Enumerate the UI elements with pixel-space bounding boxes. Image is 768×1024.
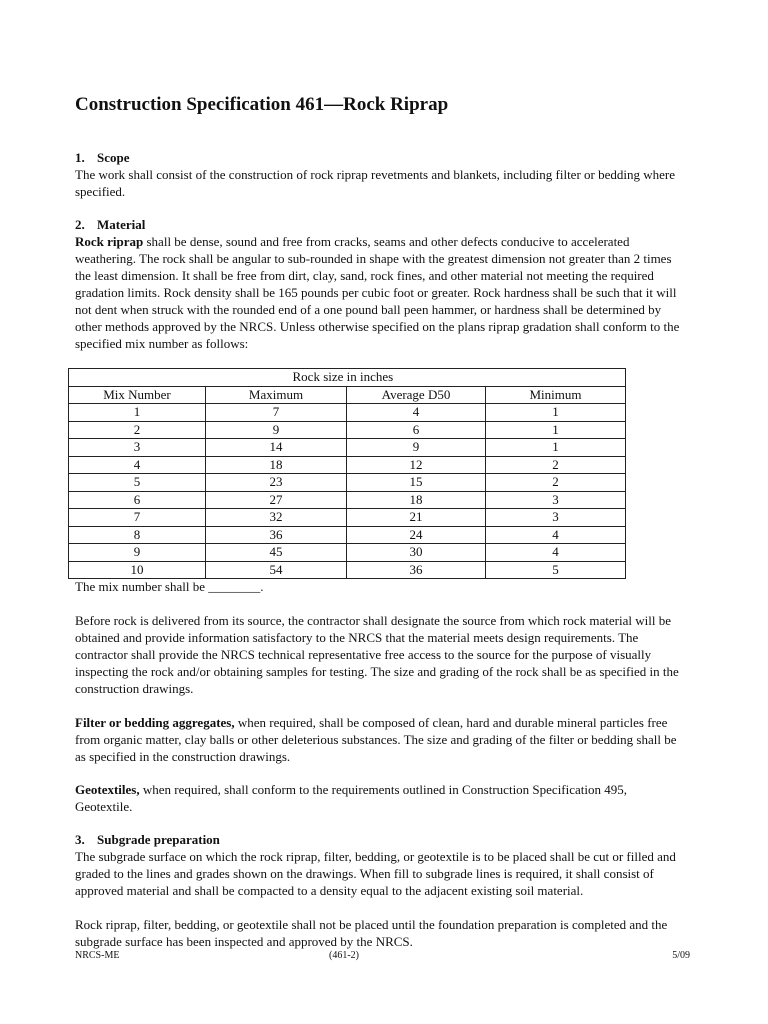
column-header: Average D50	[347, 386, 486, 404]
subgrade-paragraph-2: Rock riprap, filter, bedding, or geotextile shall not be placed until the foundation preparation is completed and the subgrade surface has been inspected and approved by the NRCS.	[75, 917, 668, 949]
source-paragraph: Before rock is delivered from its source, the contractor shall designate the source from which rock material will be obtained and provide information satisfactory to the NRCS that the material meets design requirements. The contractor shall provide the NRCS technical representative free access to the source for the purpose of visually inspecting the rock and/or obtaining samples for testing. The size and grading of the rock shall be as specified in the construction drawings.	[75, 613, 679, 696]
table-cell: 12	[347, 456, 486, 474]
geotextiles-lead-term: Geotextiles,	[75, 782, 140, 797]
table-row	[69, 491, 626, 509]
table-cell: 36	[206, 526, 347, 544]
table-cell: 4	[347, 404, 486, 422]
table-cell: 9	[206, 421, 347, 439]
table-row	[69, 421, 626, 439]
section-title: Scope	[97, 150, 130, 165]
section-heading-material	[75, 216, 687, 233]
material-paragraph	[75, 233, 687, 352]
table-row	[69, 526, 626, 544]
table-cell: 1	[486, 439, 626, 457]
table-cell: 5	[486, 561, 626, 579]
section-title: Subgrade preparation	[97, 832, 220, 847]
table-cell: 4	[486, 526, 626, 544]
table-row	[69, 561, 626, 579]
footer-agency: NRCS-ME	[75, 950, 120, 961]
table-cell: 32	[206, 509, 347, 527]
table-cell: 45	[206, 544, 347, 562]
table-row	[69, 439, 626, 457]
geotextiles-text: when required, shall conform to the requirements outlined in Construction Specification 495, Geotextile.	[75, 782, 628, 814]
table-cell: 3	[69, 439, 206, 457]
table-cell: 18	[206, 456, 347, 474]
section-title: Material	[97, 217, 146, 232]
table-header-row	[69, 386, 626, 404]
footer-date: 5/09	[672, 950, 690, 961]
table-cell: 2	[486, 474, 626, 492]
subgrade-paragraph-1: The subgrade surface on which the rock riprap, filter, bedding, or geotextile is to be placed shall be cut or filled and graded to the lines and grades shown on the drawings. When fill to subgrade lines is required, it shall consist of approved material and shall be compacted to a density equal to the adjacent existing soil material.	[75, 849, 676, 898]
filter-paragraph	[75, 714, 687, 765]
column-header: Minimum	[486, 386, 626, 404]
column-header: Maximum	[206, 386, 347, 404]
table-cell: 15	[347, 474, 486, 492]
table-row	[69, 509, 626, 527]
section-heading-subgrade	[75, 831, 687, 848]
table-cell: 7	[206, 404, 347, 422]
material-lead-term: Rock riprap	[75, 234, 144, 249]
table-cell: 9	[69, 544, 206, 562]
table-cell: 1	[486, 404, 626, 422]
table-cell: 5	[69, 474, 206, 492]
table-cell: 8	[69, 526, 206, 544]
filter-text: when required, shall be composed of clean, hard and durable mineral particles free from organic matter, clay balls or other deleterious substances. The size and grading of the filter or bedding shall be as specified in the construction drawings.	[75, 715, 677, 764]
table-cell: 30	[347, 544, 486, 562]
section-number: 2.	[75, 217, 85, 232]
table-cell: 1	[69, 404, 206, 422]
table-cell: 3	[486, 491, 626, 509]
table-cell: 14	[206, 439, 347, 457]
table-cell: 9	[347, 439, 486, 457]
table-group-header-row	[69, 369, 626, 387]
section-scope	[75, 149, 687, 200]
table-row	[69, 474, 626, 492]
column-header: Mix Number	[69, 386, 206, 404]
section-number: 3.	[75, 832, 85, 847]
page-title: Construction Specification 461—Rock Riprap	[75, 94, 449, 115]
table-cell: 36	[347, 561, 486, 579]
table-row	[69, 456, 626, 474]
filter-lead-term: Filter or bedding aggregates,	[75, 715, 235, 730]
table-cell: 1	[486, 421, 626, 439]
material-text: shall be dense, sound and free from cracks, seams and other defects conducive to accelerated weathering. The rock shall be angular to sub-rounded in shape with the greatest dimension not greater than 2 times the least dimension. It shall be free from dirt, clay, sand, rock fines, and other material not meeting the required gradation limits. Rock density shall be 165 pounds per cubic foot or greater. Rock hardness shall be such that it will not dent when struck with the rounded end of a one pound ball peen hammer, or hardness shall be determined by other methods approved by the NRCS. Unless otherwise specified on the plans riprap gradation shall conform to the specified mix number as follows:	[75, 234, 680, 351]
footer-page-number: (461-2)	[329, 950, 359, 961]
table-cell: 24	[347, 526, 486, 544]
table-row	[69, 404, 626, 422]
table-cell: 54	[206, 561, 347, 579]
section-subgrade	[75, 831, 687, 950]
table-cell: 7	[69, 509, 206, 527]
scope-paragraph: The work shall consist of the construction of rock riprap revetments and blankets, including filter or bedding where specified.	[75, 167, 675, 199]
table-cell: 4	[486, 544, 626, 562]
gradation-table	[68, 368, 626, 579]
table-cell: 18	[347, 491, 486, 509]
section-number: 1.	[75, 150, 85, 165]
mix-number-blank: The mix number shall be ________.	[75, 579, 264, 594]
section-material	[75, 216, 687, 352]
section-heading-scope	[75, 149, 687, 166]
geotextiles-paragraph	[75, 781, 687, 815]
table-cell: 10	[69, 561, 206, 579]
page-footer	[75, 950, 690, 964]
table-cell: 6	[69, 491, 206, 509]
table-cell: 6	[347, 421, 486, 439]
table-cell: 2	[486, 456, 626, 474]
table-cell: 21	[347, 509, 486, 527]
table-cell: 3	[486, 509, 626, 527]
table-group-header: Rock size in inches	[206, 369, 626, 387]
table-cell: 23	[206, 474, 347, 492]
table-cell: 27	[206, 491, 347, 509]
table-corner-cell	[69, 369, 206, 387]
table-row	[69, 544, 626, 562]
table-cell: 4	[69, 456, 206, 474]
table-cell: 2	[69, 421, 206, 439]
